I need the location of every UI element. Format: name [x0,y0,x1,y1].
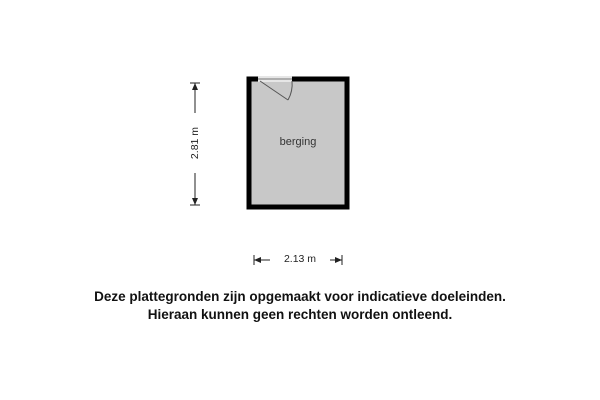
room-label: berging [279,136,317,148]
height-dimension-label: 2.81 m [189,113,201,173]
disclaimer-line-2: Hieraan kunnen geen rechten worden ontleend. [147,307,453,322]
width-dimension-label: 2.13 m [270,253,330,265]
disclaimer-text [0,288,600,324]
disclaimer-line-1: Deze plattegronden zijn opgemaakt voor indicatieve doeleinden. [94,289,506,304]
